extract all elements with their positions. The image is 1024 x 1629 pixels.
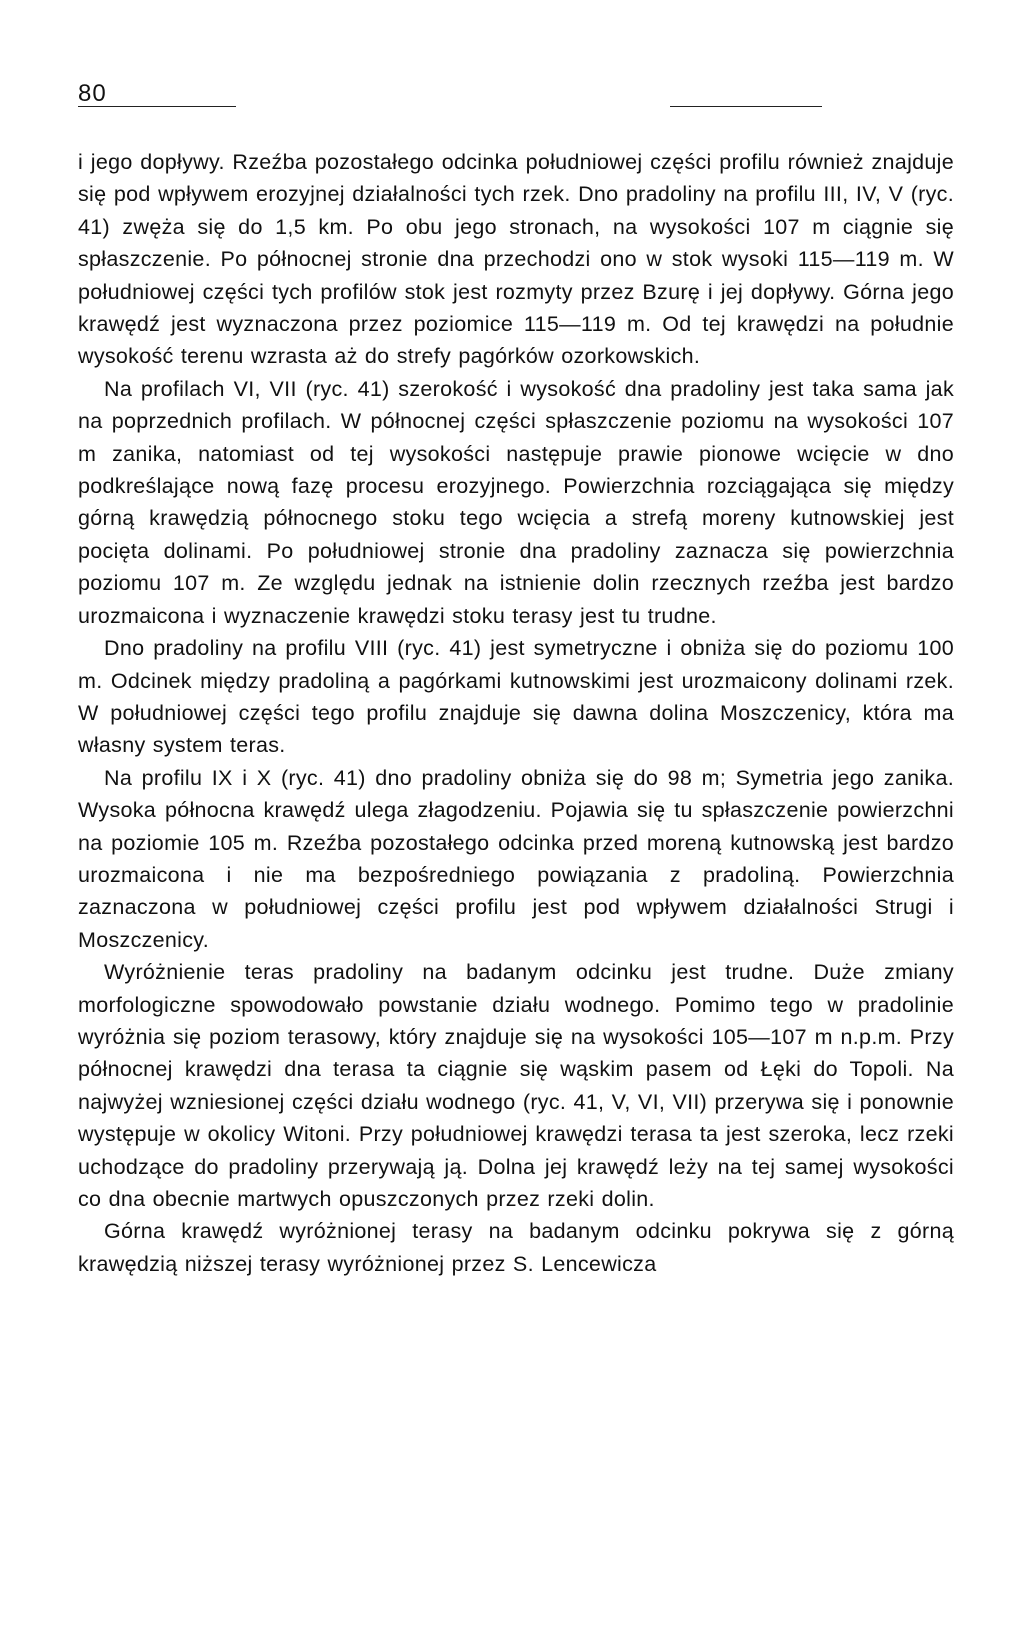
- header-rule-left: [78, 106, 236, 107]
- body-text: [78, 146, 954, 1280]
- paragraph: Na profilach VI, VII (ryc. 41) szerokość i wysokość dna pradoliny jest taka sama jak na poprzednich profilach. W północnej części spłaszczenie poziomu na wysokości 107 m zanika, natomiast od tej wysokości następuje prawie pionowe wcięcie w dno podkreślające nową fazę procesu erozyjnego. Powierzchnia rozciągająca się między górną krawędzią północnego stoku tego wcięcia a strefą moreny kutnowskiej jest pocięta dolinami. Po południowej stronie dna pradoliny zaznacza się powierzchnia poziomu 107 m. Ze względu jednak na istnienie dolin rzecznych rzeźba jest bardzo urozmaicona i wyznaczenie krawędzi stoku terasy jest tu trudne.: [78, 376, 954, 628]
- page-number: 80: [78, 80, 107, 107]
- paragraph: Na profilu IX i X (ryc. 41) dno pradoliny obniża się do 98 m; Symetria jego zanika. Wysoka północna krawędź ulega złagodzeniu. Pojawia się tu spłaszczenie powierzchni na poziomie 105 m. Rzeźba pozostałego odcinka przed moreną kutnowską jest bardzo urozmaicona i nie ma bezpośredniego powiązania z pradoliną. Powierzchnia zaznaczona w południowej części profilu jest pod wpływem działalności Strugi i Moszczenicy.: [78, 765, 954, 952]
- paragraph: i jego dopływy. Rzeźba pozostałego odcinka południowej części profilu również znajduje się pod wpływem erozyjnej działalności tych rzek. Dno pradoliny na profilu III, IV, V (ryc. 41) zwęża się do 1,5 km. Po obu jego stronach, na wysokości 107 m ciągnie się spłaszczenie. Po północnej stronie dna przechodzi ono w stok wysoki 115—119 m. W południowej części tych profilów stok jest rozmyty przez Bzurę i jej dopływy. Górna jego krawędź jest wyznaczona przez poziomice 115—119 m. Od tej krawędzi na południe wysokość terenu wzrasta aż do strefy pagórków ozorkowskich.: [78, 150, 954, 369]
- paragraph: Wyróżnienie teras pradoliny na badanym odcinku jest trudne. Duże zmiany morfologiczne spowodowało powstanie działu wodnego. Pomimo tego w pradolinie wyróżnia się poziom terasowy, który znajduje się na wysokości 105—107 m n.p.m. Przy północnej krawędzi dna terasa ta ciągnie się wąskim pasem od Łęki do Topoli. Na najwyżej wzniesionej części działu wodnego (ryc. 41, V, VI, VII) przerywa się i ponownie występuje w okolicy Witoni. Przy południowej krawędzi terasa ta jest szeroka, lecz rzeki uchodzące do pradoliny przerywają ją. Dolna jej krawędź leży na tej samej wysokości co dna obecnie martwych opuszczonych przez rzeki dolin.: [78, 960, 954, 1211]
- header-rule-right: [670, 106, 822, 107]
- paragraph: Dno pradoliny na profilu VIII (ryc. 41) jest symetryczne i obniża się do poziomu 100 m. Odcinek między pradoliną a pagórkami kutnowskimi jest urozmaicony dolinami rzek. W południowej części tego profilu znajduje się dawna dolina Moszczenicy, która ma własny system teras.: [78, 636, 954, 758]
- paragraph: Górna krawędź wyróżnionej terasy na badanym odcinku pokrywa się z górną krawędzią niższej terasy wyróżnionej przez S. Lencewicza: [78, 1219, 954, 1276]
